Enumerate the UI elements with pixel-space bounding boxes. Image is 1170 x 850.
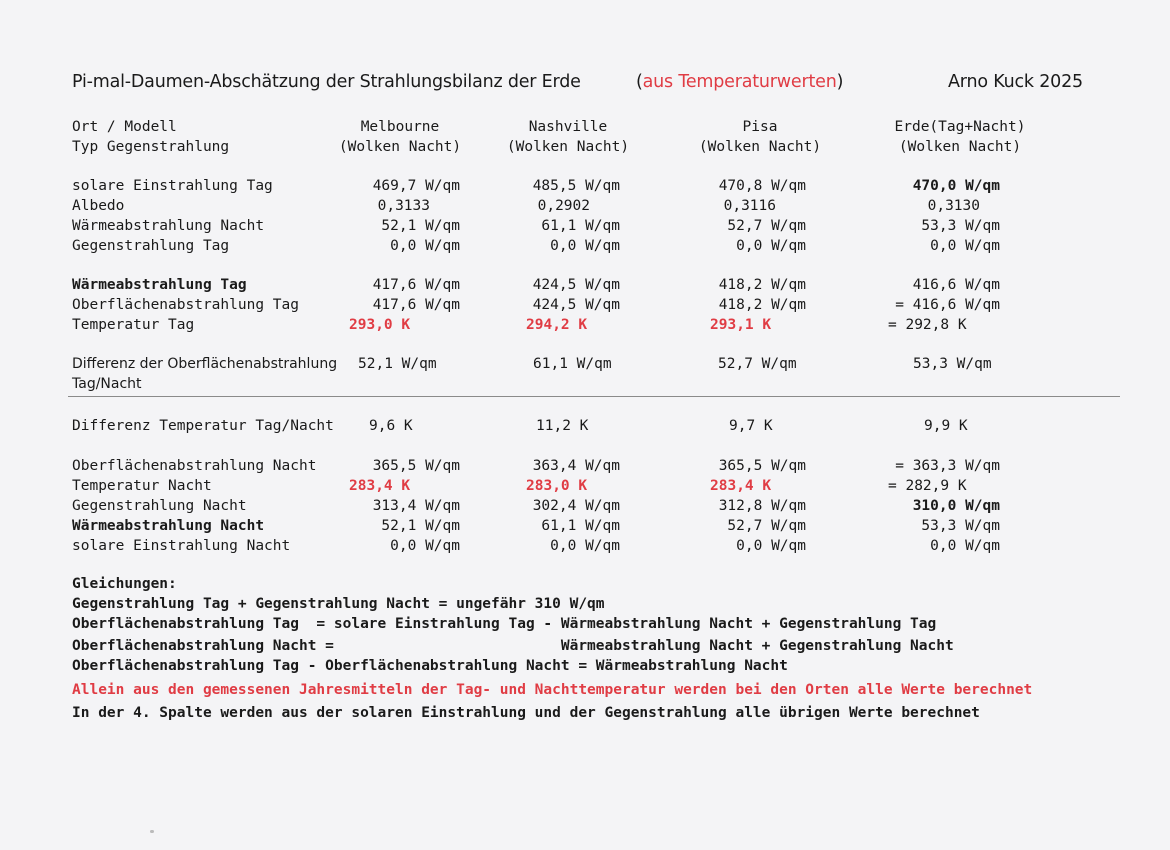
value-cell: = 363,3 W/qm [895, 458, 1000, 474]
value-cell: 416,6 W/qm [912, 277, 1000, 293]
table-row [0, 498, 1170, 518]
value-cell: 11,2 K [536, 418, 589, 434]
value-cell: 9,7 K [729, 418, 773, 434]
value-cell: 424,5 W/qm [532, 297, 620, 313]
row-label: Oberflächenabstrahlung Tag [72, 297, 299, 313]
value-cell: 0,2902 [537, 198, 590, 214]
value-cell: 0,0 W/qm [930, 538, 1000, 554]
table-row [0, 418, 1170, 438]
value-cell: 52,7 W/qm [727, 218, 806, 234]
note-red: Allein aus den gemessenen Jahresmitteln der Tag- und Nachttemperatur werden bei den Orten alle Werte berechnet [72, 682, 1033, 698]
document-title: Pi-mal-Daumen-Abschätzung der Strahlungsbilanz der Erde [72, 72, 581, 92]
value-cell: 53,3 W/qm [913, 356, 992, 372]
row-label: Albedo [72, 198, 125, 214]
table-row [0, 356, 1170, 376]
value-cell-highlight: 294,2 K [526, 317, 588, 333]
author-line: Arno Kuck 2025 [948, 72, 1083, 92]
table-row [0, 458, 1170, 478]
value-cell: 0,0 W/qm [390, 238, 460, 254]
table-row [0, 317, 1170, 337]
value-cell: 0,3116 [723, 198, 776, 214]
document-subtitle [636, 72, 843, 92]
row-label: Differenz Temperatur Tag/Nacht [72, 418, 334, 434]
value-cell: 53,3 W/qm [921, 218, 1000, 234]
table-row [0, 538, 1170, 558]
table-row [0, 277, 1170, 297]
value-cell: 53,3 W/qm [921, 518, 1000, 534]
equation-line: Gegenstrahlung Tag + Gegenstrahlung Nacht = ungefähr 310 W/qm [72, 596, 605, 612]
column-melbourne: Melbourne [360, 119, 440, 135]
type-label: Typ Gegenstrahlung [72, 139, 230, 155]
value-cell: 312,8 W/qm [718, 498, 806, 514]
value-cell: 9,6 K [369, 418, 413, 434]
table-row [0, 178, 1170, 198]
column-type-row [0, 139, 1170, 159]
row-label: Wärmeabstrahlung Nacht [72, 218, 265, 234]
value-cell: 313,4 W/qm [372, 498, 460, 514]
table-row [0, 297, 1170, 317]
row-label: Temperatur Tag [72, 317, 195, 333]
table-row [0, 376, 1170, 396]
row-label: solare Einstrahlung Nacht [72, 538, 291, 554]
value-cell: 52,7 W/qm [727, 518, 806, 534]
value-cell: 470,8 W/qm [718, 178, 806, 194]
value-cell-highlight: 283,0 K [526, 478, 588, 494]
value-cell: 0,0 W/qm [736, 238, 806, 254]
value-cell: 52,1 W/qm [381, 518, 460, 534]
paper-speck [150, 830, 154, 833]
value-cell: 417,6 W/qm [372, 277, 460, 293]
row-label: Differenz der Oberflächenabstrahlung [72, 356, 338, 372]
value-cell: 0,3130 [927, 198, 980, 214]
value-cell: 61,1 W/qm [541, 518, 620, 534]
value-cell: = 292,8 K [888, 317, 967, 333]
row-label: Wärmeabstrahlung Nacht [72, 518, 265, 534]
value-cell: 302,4 W/qm [532, 498, 620, 514]
value-cell: = 282,9 K [888, 478, 967, 494]
equation-line: Oberflächenabstrahlung Tag - Oberflächenabstrahlung Nacht = Wärmeabstrahlung Nacht [72, 658, 788, 674]
value-cell: 0,0 W/qm [930, 238, 1000, 254]
value-cell: 469,7 W/qm [372, 178, 460, 194]
value-cell: 418,2 W/qm [718, 297, 806, 313]
value-cell: 52,1 W/qm [358, 356, 437, 372]
table-row [0, 198, 1170, 218]
note: In der 4. Spalte werden aus der solaren Einstrahlung und der Gegenstrahlung alle übrigen Werte berechnet [72, 705, 980, 721]
value-cell: 418,2 W/qm [718, 277, 806, 293]
table-row [0, 238, 1170, 258]
value-cell: 424,5 W/qm [532, 277, 620, 293]
equations-heading: Gleichungen: [72, 576, 177, 592]
row-label: Gegenstrahlung Tag [72, 238, 230, 254]
value-cell-highlight: 293,1 K [710, 317, 772, 333]
row-label: Temperatur Nacht [72, 478, 212, 494]
column-nashville: Nashville [528, 119, 608, 135]
value-cell: 0,3133 [377, 198, 430, 214]
value-cell: 485,5 W/qm [532, 178, 620, 194]
column-type: (Wolken Nacht) [698, 139, 822, 155]
value-cell-highlight: 293,0 K [349, 317, 411, 333]
subtitle-paren-open: ( [636, 72, 643, 92]
row-label: Wärmeabstrahlung Tag [72, 277, 247, 293]
value-cell: 0,0 W/qm [736, 538, 806, 554]
value-cell: 310,0 W/qm [912, 498, 1000, 514]
table-row [0, 518, 1170, 538]
header-label: Ort / Modell [72, 119, 177, 135]
value-cell: 365,5 W/qm [718, 458, 806, 474]
column-pisa: Pisa [742, 119, 778, 135]
value-cell: 363,4 W/qm [532, 458, 620, 474]
equation-line: Oberflächenabstrahlung Nacht = Wärmeabstrahlung Nacht + Gegenstrahlung Nacht [72, 638, 954, 654]
value-cell: 0,0 W/qm [390, 538, 460, 554]
subtitle-highlight: aus Temperaturwerten [642, 72, 837, 92]
row-label: solare Einstrahlung Tag [72, 178, 273, 194]
value-cell: 0,0 W/qm [550, 238, 620, 254]
column-type: (Wolken Nacht) [898, 139, 1022, 155]
column-type: (Wolken Nacht) [338, 139, 462, 155]
table-row [0, 478, 1170, 498]
value-cell: 52,1 W/qm [381, 218, 460, 234]
equation-line: Oberflächenabstrahlung Tag = solare Einstrahlung Tag - Wärmeabstrahlung Nacht + Gegenstrahlung Tag [72, 616, 937, 632]
value-cell: = 416,6 W/qm [895, 297, 1000, 313]
row-label: Gegenstrahlung Nacht [72, 498, 247, 514]
value-cell: 61,1 W/qm [541, 218, 620, 234]
column-header-row [0, 119, 1170, 139]
divider [68, 396, 1120, 397]
value-cell: 9,9 K [924, 418, 968, 434]
value-cell: 417,6 W/qm [372, 297, 460, 313]
subtitle-paren-close: ) [836, 72, 844, 92]
column-erde: Erde(Tag+Nacht) [894, 119, 1026, 135]
value-cell-highlight: 283,4 K [710, 478, 772, 494]
value-cell: 0,0 W/qm [550, 538, 620, 554]
value-cell: 470,0 W/qm [912, 178, 1000, 194]
column-type: (Wolken Nacht) [506, 139, 630, 155]
row-label: Oberflächenabstrahlung Nacht [72, 458, 317, 474]
table-row [0, 218, 1170, 238]
value-cell: 61,1 W/qm [533, 356, 612, 372]
value-cell: 365,5 W/qm [372, 458, 460, 474]
row-label: Tag/Nacht [72, 376, 142, 392]
value-cell: 52,7 W/qm [718, 356, 797, 372]
value-cell-highlight: 283,4 K [349, 478, 411, 494]
